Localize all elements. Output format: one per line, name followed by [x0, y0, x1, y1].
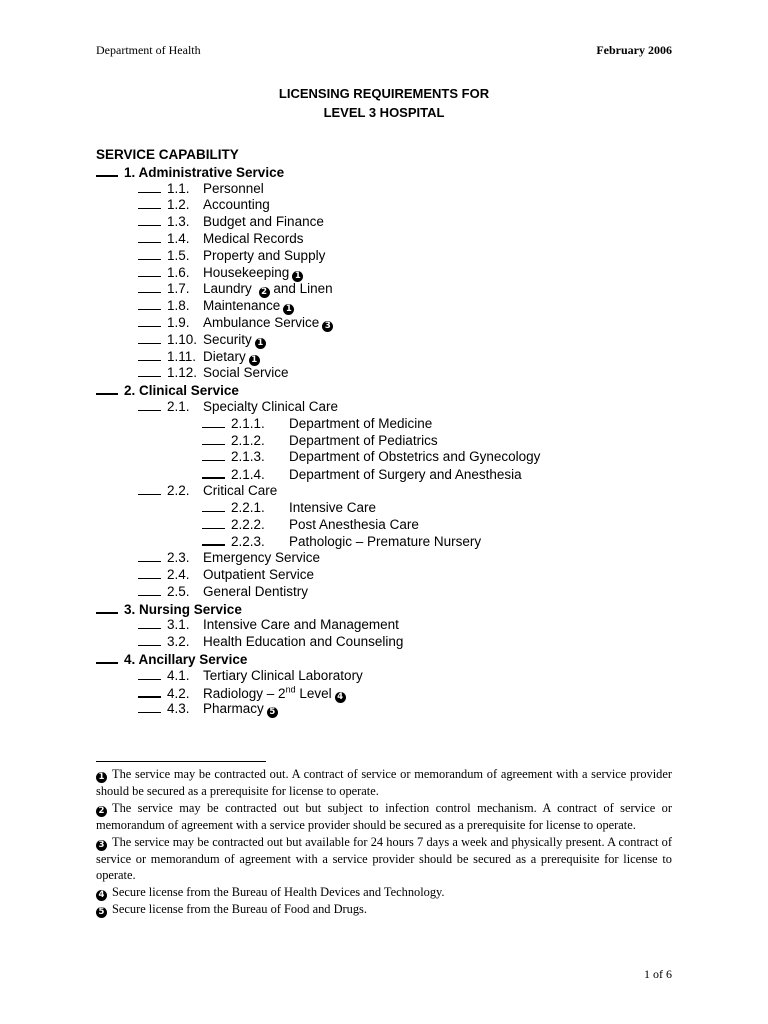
checkbox-blank-line — [138, 617, 161, 629]
checklist-item — [96, 248, 696, 265]
item-number: 2.2.3. — [231, 534, 265, 550]
item-number: 4.3. — [167, 701, 190, 717]
footnote-marker-icon: 3 — [96, 840, 107, 851]
item-number: 4.2. — [167, 685, 190, 701]
checklist-item — [96, 281, 696, 298]
footnote-text: The service may be contracted out. A contract of service or memorandum of agreement with a service provider should be secured as a prerequisite for license to operate. — [96, 767, 672, 798]
item-label: Emergency Service — [203, 550, 321, 566]
item-number: 2.2.2. — [231, 516, 265, 532]
checkbox-blank-line — [138, 197, 161, 209]
checkbox-blank-line — [138, 483, 161, 495]
item-label: Social Service — [203, 365, 289, 381]
footnote-text: Secure license from the Bureau of Health Devices and Technology. — [112, 885, 445, 900]
footnote-marker-icon: 1 — [283, 304, 294, 315]
item-label: Pathologic – Premature Nursery — [289, 534, 482, 550]
checkbox-blank-line — [202, 416, 225, 428]
footnote — [96, 800, 672, 834]
item-number: 1.1. — [167, 180, 190, 196]
item-label: Budget and Finance — [203, 214, 324, 230]
checkbox-blank-line — [138, 349, 161, 361]
document-title-line2: LEVEL 3 HOSPITAL — [323, 105, 445, 120]
item-label: Property and Supply — [203, 247, 326, 263]
checklist-item — [96, 214, 696, 231]
item-number: 4. — [124, 651, 136, 667]
item-number: 1.10. — [167, 331, 198, 347]
item-label: Department of Surgery and Anesthesia — [289, 467, 522, 483]
checklist-item — [96, 634, 696, 651]
item-label: Department of Pediatrics — [289, 432, 438, 448]
checklist-item — [96, 449, 696, 466]
document-title-line1: LICENSING REQUIREMENTS FOR — [278, 86, 490, 101]
section-item — [96, 164, 696, 181]
item-label: Dietary — [203, 348, 246, 364]
item-number: 3. — [124, 601, 136, 617]
checklist-item — [96, 567, 696, 584]
item-number: 2.1.1. — [231, 415, 265, 431]
item-label: Department of Medicine — [289, 415, 433, 431]
checkbox-blank-line — [138, 685, 161, 698]
footnote-text: The service may be contracted out but subject to infection control mechanism. A contract of service or memorandum of agreement with a service provider should be secured as a prerequisite for license to operate. — [96, 800, 672, 832]
checklist-item — [96, 231, 696, 248]
item-number: 2.5. — [167, 583, 190, 599]
section-heading: SERVICE CAPABILITY — [96, 147, 239, 162]
checklist-item — [96, 550, 696, 567]
checklist-item — [96, 517, 696, 534]
item-number: 2.1. — [167, 398, 190, 414]
footnote-marker-icon: 2 — [259, 287, 270, 298]
checklist-item — [96, 365, 696, 382]
item-number: 2.3. — [167, 550, 190, 566]
item-label: Administrative Service — [138, 164, 285, 180]
checkbox-blank-line — [138, 365, 161, 377]
item-number: 1.11. — [167, 348, 197, 364]
header-date: February 2006 — [596, 43, 672, 57]
item-label: Clinical Service — [139, 383, 239, 399]
footnote-marker-icon: 2 — [96, 806, 107, 817]
footnotes — [96, 766, 672, 918]
checkbox-blank-line — [138, 248, 161, 260]
checkbox-blank-line — [138, 214, 161, 226]
item-label: Outpatient Service — [203, 566, 315, 582]
checklist-item — [96, 466, 696, 483]
footnote-marker-icon: 1 — [292, 271, 303, 282]
item-label: Personnel — [203, 180, 264, 196]
checkbox-blank-line — [96, 382, 118, 395]
footnote-marker-icon: 3 — [322, 321, 333, 332]
checklist-item — [96, 265, 696, 282]
checkbox-blank-line — [138, 567, 161, 579]
checkbox-blank-line — [138, 399, 161, 411]
item-label: Housekeeping — [203, 264, 290, 280]
checkbox-blank-line — [138, 701, 161, 713]
checkbox-blank-line — [138, 668, 161, 680]
checklist-item — [96, 533, 696, 550]
item-label: Ancillary Service — [138, 651, 248, 667]
checkbox-blank-line — [138, 550, 161, 562]
item-number: 3.2. — [167, 634, 190, 650]
checklist-item — [96, 399, 696, 416]
checkbox-blank-line — [202, 500, 225, 512]
item-label: Security — [203, 331, 252, 347]
footnote — [96, 834, 672, 885]
item-number: 4.1. — [167, 667, 190, 683]
item-label: Medical Records — [203, 230, 304, 246]
checklist-item — [96, 701, 696, 718]
item-label: Ambulance Service — [203, 314, 320, 330]
item-number: 1.6. — [167, 264, 190, 280]
checkbox-blank-line — [138, 584, 161, 596]
item-number: 2.1.4. — [231, 467, 265, 483]
checkbox-blank-line — [138, 298, 161, 310]
checklist-item — [96, 617, 696, 634]
item-label: Radiology – 2 — [203, 685, 286, 701]
checkbox-blank-line — [202, 466, 225, 479]
checkbox-blank-line — [138, 332, 161, 344]
footnote-separator — [96, 761, 266, 762]
item-number: 2.4. — [167, 566, 190, 582]
item-number: 1.8. — [167, 298, 190, 314]
checklist-item — [96, 416, 696, 433]
item-number: 1.9. — [167, 314, 190, 330]
item-number: 2.2. — [167, 482, 190, 498]
checklist-item — [96, 332, 696, 349]
item-label: Specialty Clinical Care — [203, 398, 339, 414]
item-number: 1.7. — [167, 281, 190, 297]
item-label: Health Education and Counseling — [203, 634, 404, 650]
footnote-marker-icon: 4 — [96, 890, 107, 901]
item-label: Nursing Service — [139, 601, 242, 617]
header-department: Department of Health — [96, 43, 201, 57]
checkbox-blank-line — [138, 231, 161, 243]
checklist-item — [96, 349, 696, 366]
checkbox-blank-line — [202, 533, 225, 546]
item-number: 2.1.2. — [231, 432, 265, 448]
footnote-marker-icon: 4 — [335, 692, 346, 703]
footnote-marker-icon: 1 — [255, 338, 266, 349]
item-number: 2.2.1. — [231, 499, 265, 515]
item-number: 1.2. — [167, 197, 190, 213]
item-number: 3.1. — [167, 617, 190, 633]
item-label: Tertiary Clinical Laboratory — [203, 667, 363, 683]
checkbox-blank-line — [96, 164, 118, 177]
checkbox-blank-line — [202, 449, 225, 461]
checkbox-blank-line — [96, 601, 118, 614]
checkbox-blank-line — [96, 651, 118, 664]
section-item — [96, 651, 696, 668]
footnote-text: Secure license from the Bureau of Food and Drugs. — [112, 902, 367, 917]
page-number: 1 of 6 — [644, 967, 672, 981]
service-capability-outline — [96, 147, 696, 718]
item-number: 1.4. — [167, 230, 190, 246]
footnote — [96, 884, 672, 901]
checklist-item — [96, 668, 696, 685]
footnote — [96, 766, 672, 800]
checkbox-blank-line — [202, 433, 225, 445]
footnote-marker-icon: 5 — [267, 707, 278, 718]
checklist-item — [96, 685, 696, 702]
item-label: Maintenance — [203, 298, 281, 314]
item-number: 1.12. — [167, 365, 198, 381]
checklist-item — [96, 197, 696, 214]
item-label-suffix: and Linen — [273, 281, 333, 297]
checklist-item — [96, 483, 696, 500]
item-label: Pharmacy — [203, 701, 264, 717]
item-label: General Dentistry — [203, 583, 309, 599]
item-label: Critical Care — [203, 482, 278, 498]
item-number: 2. — [124, 383, 136, 399]
section-item — [96, 382, 696, 399]
checklist-item — [96, 181, 696, 198]
checklist-item — [96, 315, 696, 332]
item-superscript: nd — [285, 684, 296, 694]
section-item — [96, 601, 696, 618]
item-label: Laundry — [203, 281, 252, 297]
item-label: Post Anesthesia Care — [289, 516, 419, 532]
footnote-marker-icon: 5 — [96, 907, 107, 918]
item-number: 1.3. — [167, 214, 190, 230]
item-label: Intensive Care — [289, 499, 377, 515]
item-label: Department of Obstetrics and Gynecology — [289, 449, 541, 465]
footnote-marker-icon: 1 — [96, 772, 107, 783]
checkbox-blank-line — [138, 634, 161, 646]
checklist-item — [96, 500, 696, 517]
checklist-item — [96, 584, 696, 601]
checkbox-blank-line — [138, 281, 161, 293]
footnote-text: The service may be contracted out but available for 24 hours 7 days a week and physically present. A contract of service or memorandum of agreement with a service provider should be secured as a prerequisite for license to operate. — [96, 834, 672, 883]
item-label: Accounting — [203, 197, 270, 213]
item-number: 1.5. — [167, 247, 190, 263]
item-number: 2.1.3. — [231, 449, 265, 465]
checkbox-blank-line — [138, 181, 161, 193]
item-label-suffix: Level — [299, 685, 332, 701]
item-number: 1. — [124, 164, 136, 180]
footnote — [96, 901, 672, 918]
checkbox-blank-line — [202, 517, 225, 529]
checklist-item — [96, 298, 696, 315]
checklist-item — [96, 433, 696, 450]
footnote-marker-icon: 1 — [249, 355, 260, 366]
checkbox-blank-line — [138, 265, 161, 277]
checkbox-blank-line — [138, 315, 161, 327]
checklist-items — [96, 164, 696, 718]
item-label: Intensive Care and Management — [203, 617, 399, 633]
